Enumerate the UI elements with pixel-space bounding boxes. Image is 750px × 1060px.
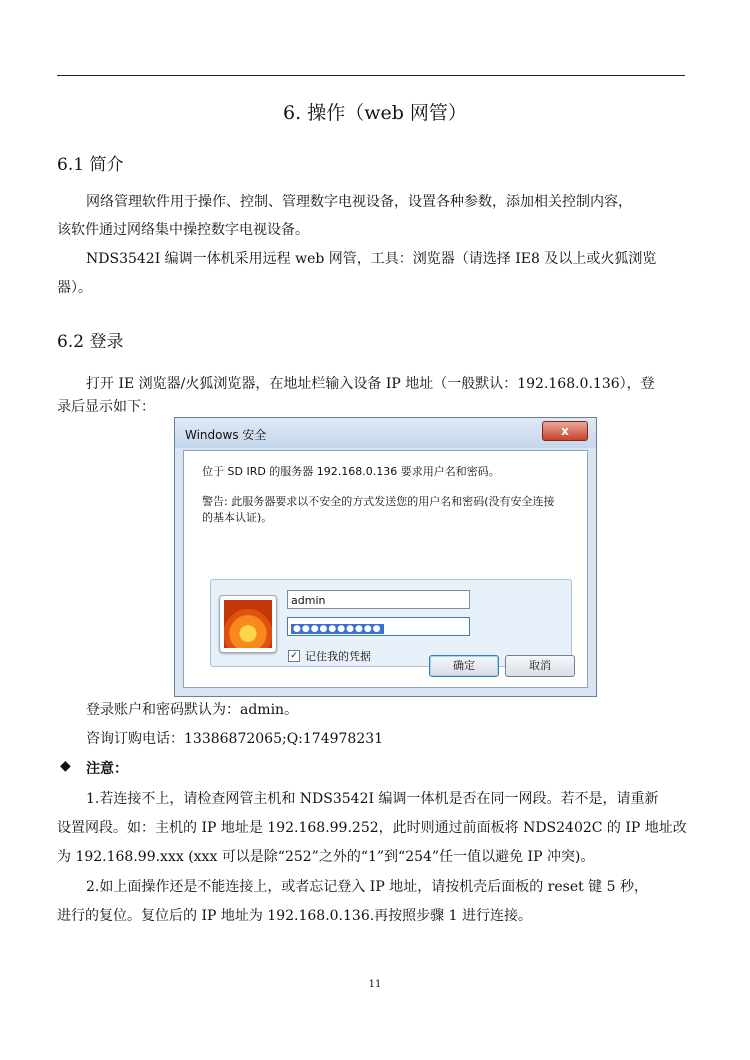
remember-credentials-label: 记住我的凭据 [305, 650, 371, 663]
security-warning-line2: 的基本认证)。 [202, 511, 273, 524]
credential-panel [210, 579, 572, 667]
server-request-message: 位于 SD IRD 的服务器 192.168.0.136 要求用户名和密码。 [202, 465, 500, 478]
intro-paragraph-line1: 网络管理软件用于操作、控制、管理数字电视设备，设置各种参数，添加相关控制内容， [86, 194, 632, 210]
dialog-body [183, 450, 588, 688]
note1-line3: 为 192.168.99.xxx (xxx 可以是除“252”之外的“1”到“254”任一值以避免 IP 冲突)。 [57, 849, 595, 865]
close-button[interactable]: x [542, 421, 588, 441]
intro-paragraph-line2: 该软件通过网络集中操控数字电视设备。 [57, 222, 309, 238]
notice-title: 注意： [86, 761, 128, 777]
chapter-title: 6. 操作（web 网管） [283, 102, 467, 124]
default-account-text: 登录账户和密码默认为：admin。 [86, 702, 299, 718]
flower-picture-icon [224, 600, 272, 648]
tool-paragraph-line1: NDS3542I 编调一体机采用远程 web 网管，工具：浏览器（请选择 IE8 及以上或火狐浏览 [86, 251, 657, 267]
cancel-button[interactable]: 取消 [505, 655, 575, 677]
password-input[interactable] [287, 617, 470, 636]
windows-security-dialog [174, 417, 597, 697]
remember-credentials-checkbox[interactable]: ✓ [288, 650, 300, 662]
login-paragraph-line2: 录后显示如下： [57, 399, 155, 415]
security-warning-line1: 警告: 此服务器要求以不安全的方式发送您的用户名和密码(没有安全连接 [202, 495, 555, 508]
note1-line2: 设置网段。如：主机的 IP 地址是 192.168.99.252，此时则通过前面板将 NDS2402C 的 IP 地址改 [57, 820, 687, 836]
tool-paragraph-line2: 器）。 [57, 280, 92, 296]
page-number: 11 [368, 979, 382, 990]
note2-line2: 进行的复位。复位后的 IP 地址为 192.168.0.136.再按照步骤 1 进行连接。 [57, 908, 532, 924]
user-avatar-icon [219, 595, 277, 653]
password-mask: ●●●●●●●●●● [293, 624, 382, 634]
ok-button[interactable]: 确定 [429, 655, 499, 677]
dialog-titlebar [175, 418, 596, 448]
note1-line1: 1.若连接不上，请检查网管主机和 NDS3542I 编调一体机是否在同一网段。若不是，请重新 [86, 791, 659, 807]
section-heading-login: 6.2 登录 [57, 332, 124, 352]
section-heading-intro: 6.1 简介 [57, 155, 124, 175]
username-input[interactable]: admin [287, 590, 470, 609]
note2-line1: 2.如上面操作还是不能连接上，或者忘记登入 IP 地址，请按机壳后面板的 reset 键 5 秒， [86, 879, 648, 895]
header-rule [57, 75, 685, 76]
phone-contact-text: 咨询订购电话：13386872065;Q:174978231 [86, 731, 384, 747]
login-paragraph-line1: 打开 IE 浏览器/火狐浏览器，在地址栏输入设备 IP 地址（一般默认：192.168.0.136），登 [86, 376, 655, 392]
notice-bullet-icon: ◆ [60, 758, 71, 774]
dialog-title: Windows 安全 [185, 428, 267, 442]
